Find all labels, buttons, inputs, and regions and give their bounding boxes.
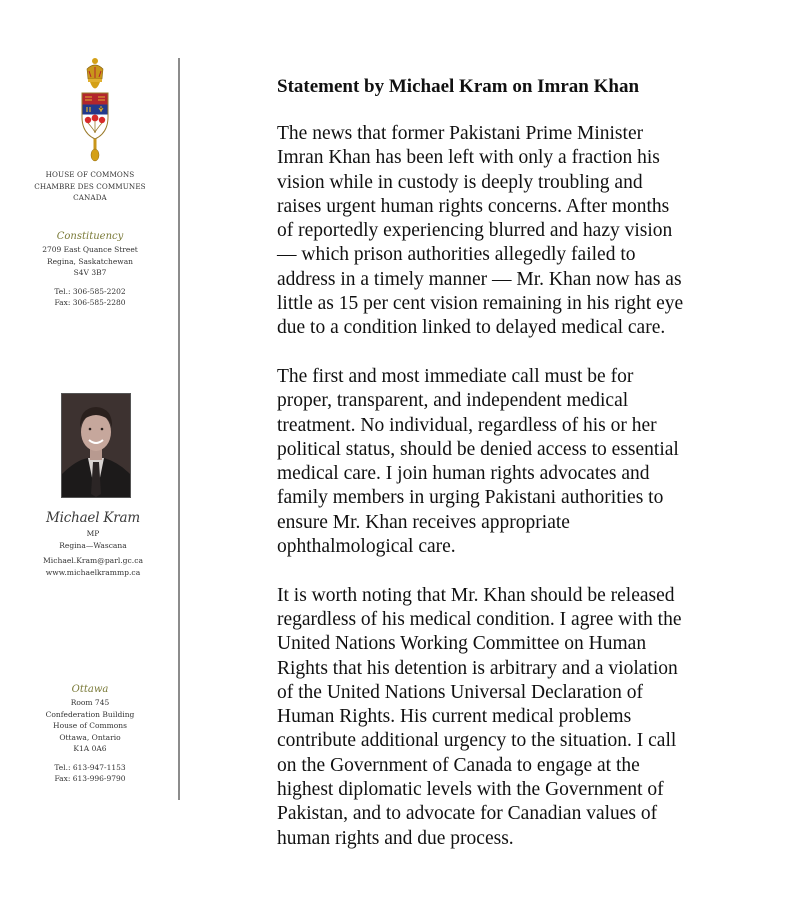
address-line: 2709 East Quance Street <box>42 245 138 254</box>
mp-email-link[interactable]: Michael.Kram@parl.gc.ca <box>42 556 143 565</box>
statement-body <box>277 74 737 875</box>
constituency-heading: Constituency <box>56 231 124 242</box>
mp-info <box>30 508 156 578</box>
address-line: Ottawa, Ontario <box>59 732 121 742</box>
address-line: Confederation Building <box>45 709 135 719</box>
ottawa-phone: Tel.: 613-947-1153 <box>54 762 126 772</box>
address-line: Regina, Saskatchewan <box>46 256 134 266</box>
address-line: S4V 3B7 <box>73 268 107 277</box>
mp-title: MP <box>86 529 100 538</box>
statement-paragraph: It is worth noting that Mr. Khan should be released regardless of his medical condition. I agree with the United Nations Working Committee on Human Rights that his detention is arbitrary and a violation of the United Nations Universal Declaration of Human Rights. His current medical problems contribute additional urgency to the situation. I call on the Government of Canada to engage at the highest diplomatic levels with the Government of Pakistan, and to advocate for Canadian values of human rights and due process. <box>277 584 682 849</box>
constituency-phone: Tel.: 306-585-2202 <box>54 286 126 296</box>
mp-portrait-photo <box>61 393 131 498</box>
mp-signature-name: Michael Kram <box>45 510 141 526</box>
mp-riding: Regina—Wascana <box>59 541 127 550</box>
ottawa-fax: Fax: 613-996-9790 <box>54 774 126 783</box>
statement-paragraph: The news that former Pakistani Prime Minister Imran Khan has been left with only a fraction his vision while in custody is deeply troubling and raises urgent human rights concerns. After months of reportedly experiencing blurred and hazy vision — which prison authorities allegedly failed to address in a timely manner — Mr. Khan now has as little as 15 per cent vision remaining in his right eye due to a condition linked to delayed medical care. <box>277 123 684 339</box>
mp-website-link[interactable]: www.michaelkrammp.ca <box>45 567 141 577</box>
statement-title: Statement by Michael Kram on Imran Khan <box>277 76 640 97</box>
org-line: CANADA <box>73 193 107 202</box>
ottawa-heading: Ottawa <box>71 684 109 695</box>
letterhead-sidebar <box>30 0 160 906</box>
address-line: K1A 0A6 <box>73 744 107 753</box>
constituency-office-address <box>30 230 150 309</box>
ottawa-office-address <box>30 683 150 785</box>
address-line: Room 745 <box>70 698 110 707</box>
constituency-fax: Fax: 306-585-2280 <box>54 298 126 307</box>
address-line: House of Commons <box>53 721 127 730</box>
org-line: HOUSE OF COMMONS <box>45 170 135 179</box>
statement-paragraph: The first and most immediate call must be for proper, transparent, and independent medical treatment. No individual, regardless of his or her political status, should be denied access to essential medical care. I join human rights advocates and family members in urging Pakistani authorities to ensure Mr. Khan receives appropriate ophthalmological care. <box>277 365 679 558</box>
organization-name <box>30 169 150 204</box>
house-of-commons-crest-icon <box>78 57 112 163</box>
org-line: CHAMBRE DES COMMUNES <box>34 181 146 191</box>
vertical-divider <box>178 58 180 800</box>
